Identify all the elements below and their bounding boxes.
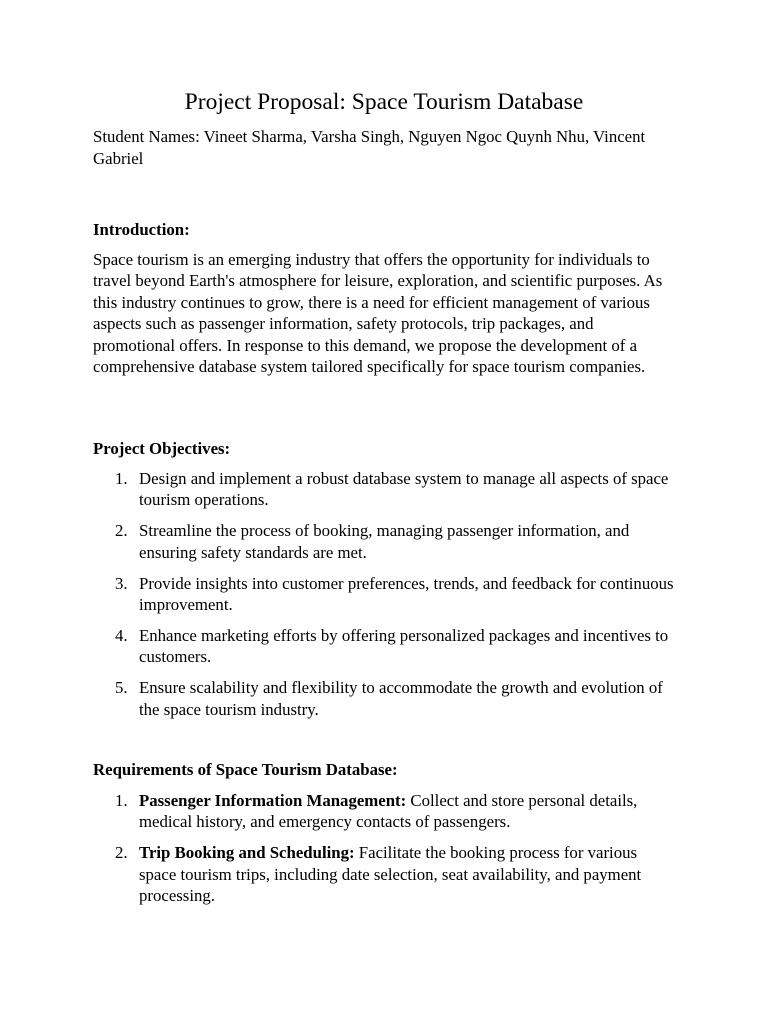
list-item-number: 1. — [115, 791, 128, 810]
objectives-list — [93, 468, 678, 730]
list-item — [93, 842, 678, 906]
list-item-text: Enhance marketing efforts by offering personalized packages and incentives to customers. — [139, 625, 669, 667]
requirements-heading: Requirements of Space Tourism Database: — [93, 760, 398, 779]
page-title: Project Proposal: Space Tourism Database — [184, 89, 584, 115]
list-item-text: Facilitate the booking process for various space tourism trips, including date selection, seat availability, and payment processing. — [139, 843, 642, 906]
requirements-list — [93, 790, 678, 916]
introduction-paragraph: Space tourism is an emerging industry that offers the opportunity for individuals to travel beyond Earth's atmosphere for leisure, exploration, and scientific purposes. As this industry continues to grow, there is a need for efficient management of various aspects such as passenger information, safety protocols, trip packages, and promotional offers. In response to this demand, we propose the development of a comprehensive database system tailored specifically for space tourism companies. — [93, 250, 663, 377]
introduction-heading: Introduction: — [93, 220, 190, 239]
list-item-number: 2. — [115, 843, 128, 863]
list-item-text: Streamline the process of booking, managing passenger information, and ensuring safety standards are met. — [139, 521, 630, 562]
objectives-heading: Project Objectives: — [93, 439, 231, 458]
list-item-number: 3. — [115, 573, 128, 593]
list-item-number: 2. — [115, 521, 128, 541]
list-item-label: Passenger Information Management: — [139, 791, 407, 810]
list-item — [93, 677, 678, 720]
list-item-text: Design and implement a robust database system to manage all aspects of space tourism operations. — [139, 469, 669, 510]
list-item-number: 4. — [115, 625, 128, 645]
list-item — [93, 573, 678, 616]
list-item-label: Trip Booking and Scheduling: — [139, 843, 355, 863]
list-item — [93, 790, 678, 833]
list-item — [93, 520, 678, 563]
list-item — [93, 468, 678, 511]
list-item — [93, 625, 678, 668]
student-names: Student Names: Vineet Sharma, Varsha Singh, Nguyen Ngoc Quynh Nhu, Vincent Gabriel — [93, 127, 646, 168]
list-item-text: Ensure scalability and flexibility to accommodate the growth and evolution of the space tourism industry. — [139, 678, 663, 719]
list-item-text: Collect and store personal details, medical history, and emergency contacts of passengers. — [139, 791, 638, 832]
list-item-number: 5. — [115, 678, 128, 698]
list-item-number: 1. — [115, 469, 128, 488]
list-item-text: Provide insights into customer preferences, trends, and feedback for continuous improvement. — [139, 573, 674, 615]
